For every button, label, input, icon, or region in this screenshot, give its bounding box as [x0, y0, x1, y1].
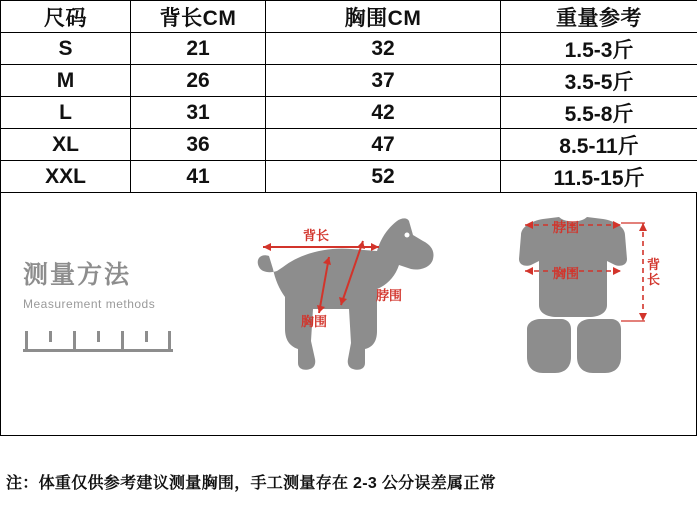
- ruler-icon: [23, 327, 173, 353]
- garment-label-neck: 脖围: [553, 220, 580, 235]
- table-row: [1, 33, 697, 65]
- cell-size: L: [1, 97, 131, 129]
- table-header: [1, 1, 697, 33]
- pet-clothing-icon: [481, 201, 686, 401]
- measurement-method-block: [23, 255, 203, 353]
- measurement-method-title: 测量方法: [23, 261, 132, 289]
- cell-weight: 1.5-3斤: [501, 33, 697, 65]
- measurement-diagram-band: [0, 193, 697, 436]
- table-row: [1, 97, 697, 129]
- cell-back-length: 21: [131, 33, 266, 65]
- cell-back-length: 26: [131, 65, 266, 97]
- garment-measurement-diagram: [481, 201, 686, 401]
- cell-back-length: 36: [131, 129, 266, 161]
- garment-label-back-length: 背长: [647, 257, 661, 287]
- dog-measurement-diagram: [231, 201, 446, 401]
- cell-weight: 5.5-8斤: [501, 97, 697, 129]
- table-row: [1, 65, 697, 97]
- column-header-chest: 胸围CM: [266, 1, 501, 33]
- dog-silhouette-icon: [231, 201, 446, 401]
- cell-size: S: [1, 33, 131, 65]
- table-row: [1, 129, 697, 161]
- cell-weight: 8.5-11斤: [501, 129, 697, 161]
- dog-label-neck: 脖围: [376, 288, 403, 303]
- size-table: [0, 0, 697, 193]
- cell-size: XL: [1, 129, 131, 161]
- table-row: [1, 161, 697, 193]
- cell-chest: 42: [266, 97, 501, 129]
- cell-weight: 11.5-15斤: [501, 161, 697, 193]
- cell-size: XXL: [1, 161, 131, 193]
- measurement-method-subtitle: Measurement methods: [23, 297, 156, 311]
- cell-back-length: 31: [131, 97, 266, 129]
- cell-chest: 32: [266, 33, 501, 65]
- table-body: [1, 33, 697, 193]
- dog-label-back-length: 背长: [303, 228, 330, 243]
- cell-back-length: 41: [131, 161, 266, 193]
- cell-size: M: [1, 65, 131, 97]
- column-header-back-length: 背长CM: [131, 1, 266, 33]
- footer-note: 注：体重仅供参考建议测量胸围，手工测量存在 2-3 公分误差属正常: [6, 475, 496, 492]
- table-header-row: [1, 1, 697, 33]
- cell-weight: 3.5-5斤: [501, 65, 697, 97]
- cell-chest: 37: [266, 65, 501, 97]
- garment-label-chest: 胸围: [553, 266, 580, 281]
- cell-chest: 47: [266, 129, 501, 161]
- dog-label-chest: 胸围: [301, 314, 328, 329]
- cell-chest: 52: [266, 161, 501, 193]
- column-header-weight: 重量参考: [501, 1, 697, 33]
- column-header-size: 尺码: [1, 1, 131, 33]
